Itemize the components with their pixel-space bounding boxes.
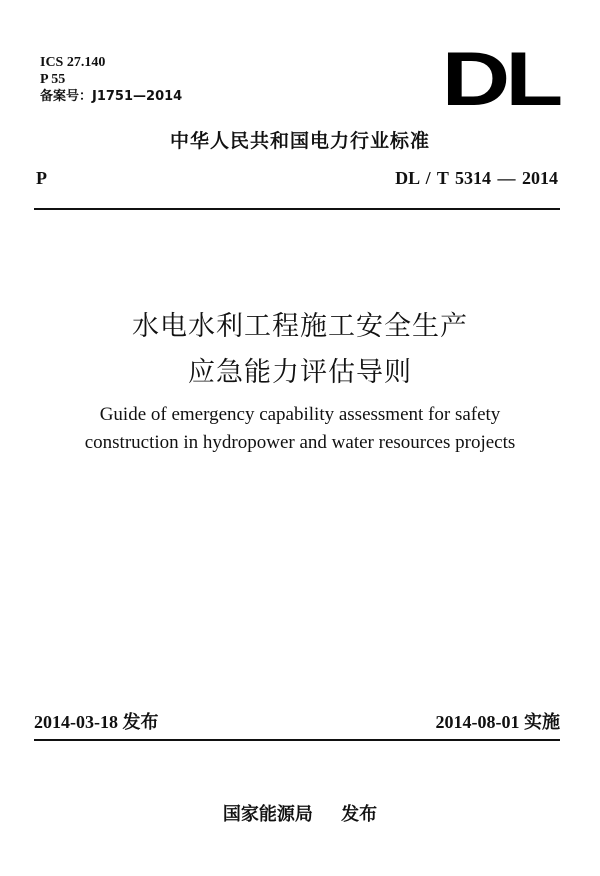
class-letter: P xyxy=(36,168,47,188)
implementation-date: 2014-08-01 实施 xyxy=(435,712,560,732)
standard-category: 中华人民共和国电力行业标准 xyxy=(169,130,430,152)
ics-code: ICS 27.140 xyxy=(40,55,106,70)
standard-number: DL / T 5314 — 2014 xyxy=(395,168,558,188)
title-cn-line-2: 应急能力评估导则 xyxy=(188,357,412,388)
dl-logo: DL xyxy=(441,37,558,122)
title-en-line-1: Guide of emergency capability assessment for safety xyxy=(99,404,501,425)
record-number: 备案号：J1751—2014 xyxy=(40,89,183,104)
title-cn-line-1: 水电水利工程施工安全生产 xyxy=(132,311,468,342)
title-en-line-2: construction in hydropower and water resources projects xyxy=(84,432,516,453)
class-code: P 55 xyxy=(40,72,66,87)
bottom-divider xyxy=(34,739,560,741)
publisher: 国家能源局 发布 xyxy=(222,804,378,825)
issue-date: 2014-03-18 发布 xyxy=(34,712,159,732)
top-divider xyxy=(34,208,560,210)
